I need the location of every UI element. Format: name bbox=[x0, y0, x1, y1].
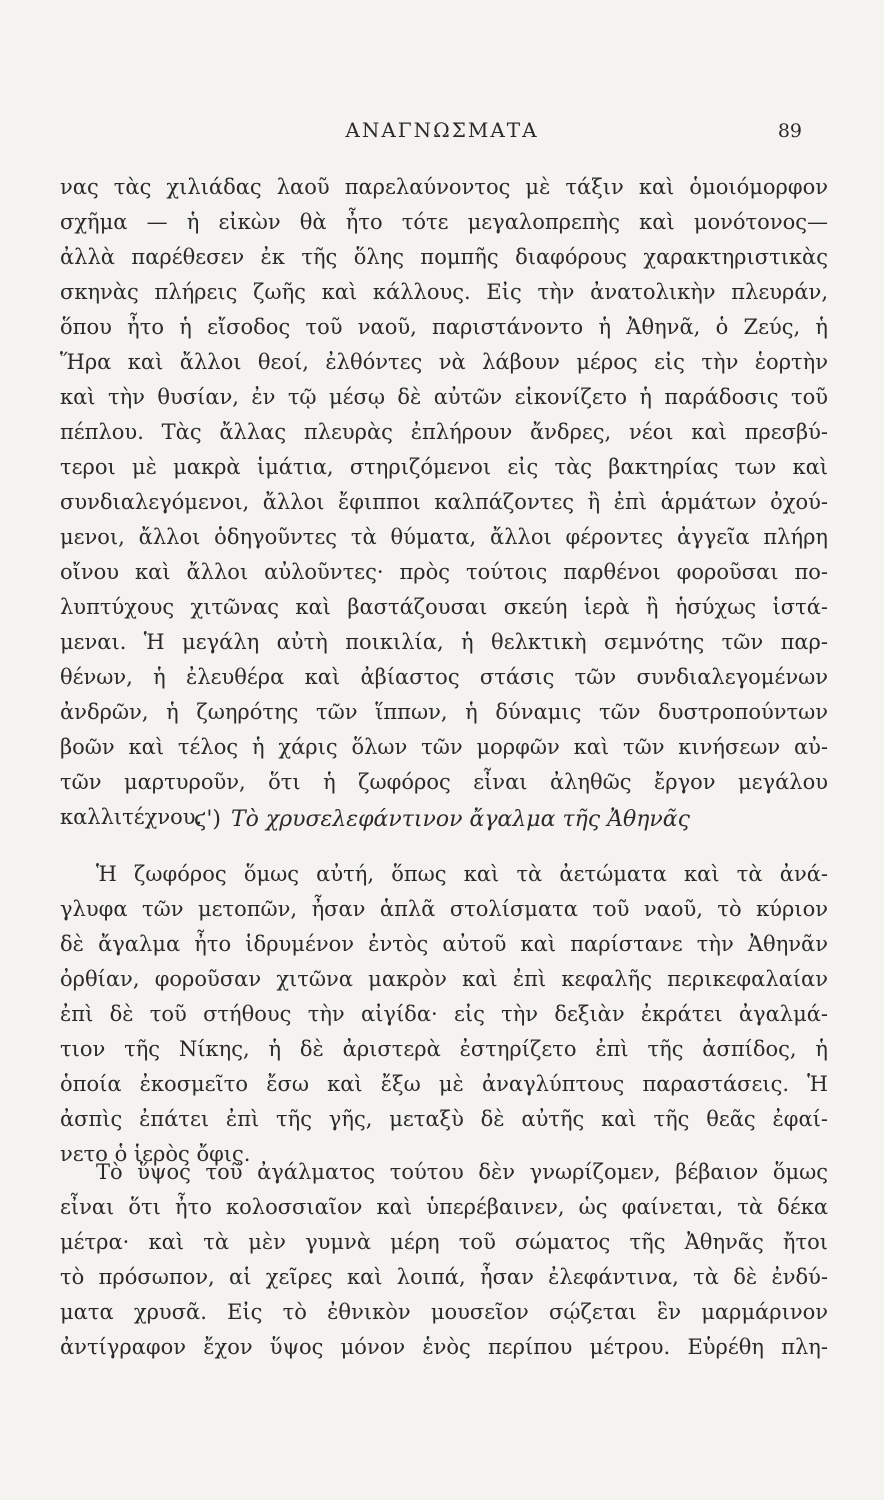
text-line: τῶν μαρτυροῦν, ὅτι ἡ ζωφόρος εἶναι ἀληθῶς ἔργον μεγάλου bbox=[60, 770, 828, 794]
text-line: πέπλου. Τὰς ἄλλας πλευρὰς ἐπλήρουν ἄνδρες, νέοι καὶ πρεσβύ- bbox=[60, 420, 828, 444]
text-line: νετο ὁ ἱερὸς ὄφις. bbox=[60, 1142, 251, 1166]
text-line: τεροι μὲ μακρὰ ἱμάτια, στηριζόμενοι εἰς τὰς βακτηρίας των καὶ bbox=[60, 455, 828, 479]
text-line: ἐπὶ δὲ τοῦ στήθους τὴν αἰγίδα· εἰς τὴν δεξιὰν ἐκράτει ἀγαλμά- bbox=[60, 1002, 828, 1026]
text-line: τιον τῆς Νίκης, ἡ δὲ ἀριστερὰ ἐστηρίζετο ἐπὶ τῆς ἀσπίδος, ἡ bbox=[60, 1037, 828, 1061]
text-line: ἀλλὰ παρέθεσεν ἐκ τῆς ὅλης πομπῆς διαφόρους χαρακτηριστικὰς bbox=[60, 245, 828, 269]
text-line: τὸ πρόσωπον, αἱ χεῖρες καὶ λοιπά, ἦσαν ἐλεφάντινα, τὰ δὲ ἐνδύ- bbox=[60, 1265, 828, 1289]
text-line: συνδιαλεγόμενοι, ἄλλοι ἔφιπποι καλπάζοντες ἢ ἐπὶ ἁρμάτων ὀχού- bbox=[60, 490, 828, 514]
section-heading bbox=[0, 807, 884, 847]
text-line: Τὸ ὕψος τοῦ ἀγάλματος τούτου δὲν γνωρίζομεν, βέβαιον ὅμως bbox=[96, 1160, 828, 1184]
text-line: Ἡ ζωφόρος ὅμως αὐτή, ὅπως καὶ τὰ ἀετώματα καὶ τὰ ἀνά- bbox=[96, 862, 828, 886]
running-head-title: ΑΝΑΓΝΩΣΜΑΤΑ bbox=[345, 118, 539, 142]
text-line: σχῆμα — ἡ εἰκὼν θὰ ἦτο τότε μεγαλοπρεπὴς καὶ μονότονος— bbox=[60, 210, 828, 234]
text-line: καὶ τὴν θυσίαν, ἐν τῷ μέσῳ δὲ αὐτῶν εἰκονίζετο ἡ παράδοσις τοῦ bbox=[60, 385, 828, 409]
paragraph-statue bbox=[60, 857, 828, 1172]
text-line: εἶναι ὅτι ἦτο κολοσσιαῖον καὶ ὑπερέβαινεν, ὡς φαίνεται, τὰ δέκα bbox=[60, 1195, 828, 1219]
text-line: μεναι. Ἡ μεγάλη αὐτὴ ποικιλία, ἡ θελκτικὴ σεμνότης τῶν παρ- bbox=[60, 630, 828, 654]
text-line: Ἥρα καὶ ἄλλοι θεοί, ἐλθόντες νὰ λάβουν μέρος εἰς τὴν ἑορτὴν bbox=[60, 350, 828, 374]
text-line: μενοι, ἄλλοι ὁδηγοῦντες τὰ θύματα, ἄλλοι φέροντες ἀγγεῖα πλήρη bbox=[60, 525, 828, 549]
page-number: 89 bbox=[777, 120, 802, 142]
text-line: νας τὰς χιλιάδας λαοῦ παρελαύνοντος μὲ τάξιν καὶ ὁμοιόμορφον bbox=[60, 175, 828, 199]
paragraph-height bbox=[60, 1155, 828, 1365]
text-line: ἀνδρῶν, ἡ ζωηρότης τῶν ἵππων, ἡ δύναμις τῶν δυστροπούντων bbox=[60, 700, 828, 724]
text-line: ἀντίγραφον ἔχον ὕψος μόνον ἑνὸς περίπου μέτρου. Εὑρέθη πλη- bbox=[60, 1335, 828, 1359]
text-line: ὀρθίαν, φοροῦσαν χιτῶνα μακρὸν καὶ ἐπὶ κεφαλῆς περικεφαλαίαν bbox=[60, 967, 828, 991]
text-line: οἴνου καὶ ἄλλοι αὐλοῦντες· πρὸς τούτοις παρθένοι φοροῦσαι πο- bbox=[60, 560, 828, 584]
text-line: λυπτύχους χιτῶνας καὶ βαστάζουσαι σκεύη ἱερὰ ἢ ἡσύχως ἱστά- bbox=[60, 595, 828, 619]
text-line: ἀσπὶς ἐπάτει ἐπὶ τῆς γῆς, μεταξὺ δὲ αὐτῆς καὶ τῆς θεᾶς ἐφαί- bbox=[60, 1107, 828, 1131]
text-line: σκηνὰς πλήρεις ζωῆς καὶ κάλλους. Εἰς τὴν ἀνατολικὴν πλευράν, bbox=[60, 280, 828, 304]
section-title: Τὸ χρυσελεφάντινον ἄγαλμα τῆς Ἀθηνᾶς bbox=[230, 807, 690, 832]
text-line: θένων, ἡ ἐλευθέρα καὶ ἀβίαστος στάσις τῶν συνδιαλεγομένων bbox=[60, 665, 828, 689]
text-line: ματα χρυσᾶ. Εἰς τὸ ἐθνικὸν μουσεῖον σῴζεται ἓν μαρμάρινον bbox=[60, 1300, 828, 1324]
section-number: ϛ') bbox=[194, 807, 221, 832]
text-line: ὁποία ἐκοσμεῖτο ἔσω καὶ ἔξω μὲ ἀναγλύπτους παραστάσεις. Ἡ bbox=[60, 1072, 828, 1096]
text-line: μέτρα· καὶ τὰ μὲν γυμνὰ μέρη τοῦ σώματος τῆς Ἀθηνᾶς ἤτοι bbox=[60, 1230, 828, 1254]
text-line: βοῶν καὶ τέλος ἡ χάρις ὅλων τῶν μορφῶν καὶ τῶν κινήσεων αὐ- bbox=[60, 735, 828, 759]
text-line: δὲ ἄγαλμα ἦτο ἱδρυμένον ἐντὸς αὐτοῦ καὶ παρίστανε τὴν Ἀθηνᾶν bbox=[60, 932, 828, 956]
text-line: ὅπου ἦτο ἡ εἴσοδος τοῦ ναοῦ, παριστάνοντο ἡ Ἀθηνᾶ, ὁ Ζεύς, ἡ bbox=[60, 315, 828, 339]
text-line: καλλιτέχνου. bbox=[60, 805, 203, 829]
running-head bbox=[0, 118, 884, 148]
text-line: γλυφα τῶν μετοπῶν, ἦσαν ἁπλᾶ στολίσματα τοῦ ναοῦ, τὸ κύριον bbox=[60, 897, 828, 921]
paragraph-continued bbox=[60, 170, 828, 835]
